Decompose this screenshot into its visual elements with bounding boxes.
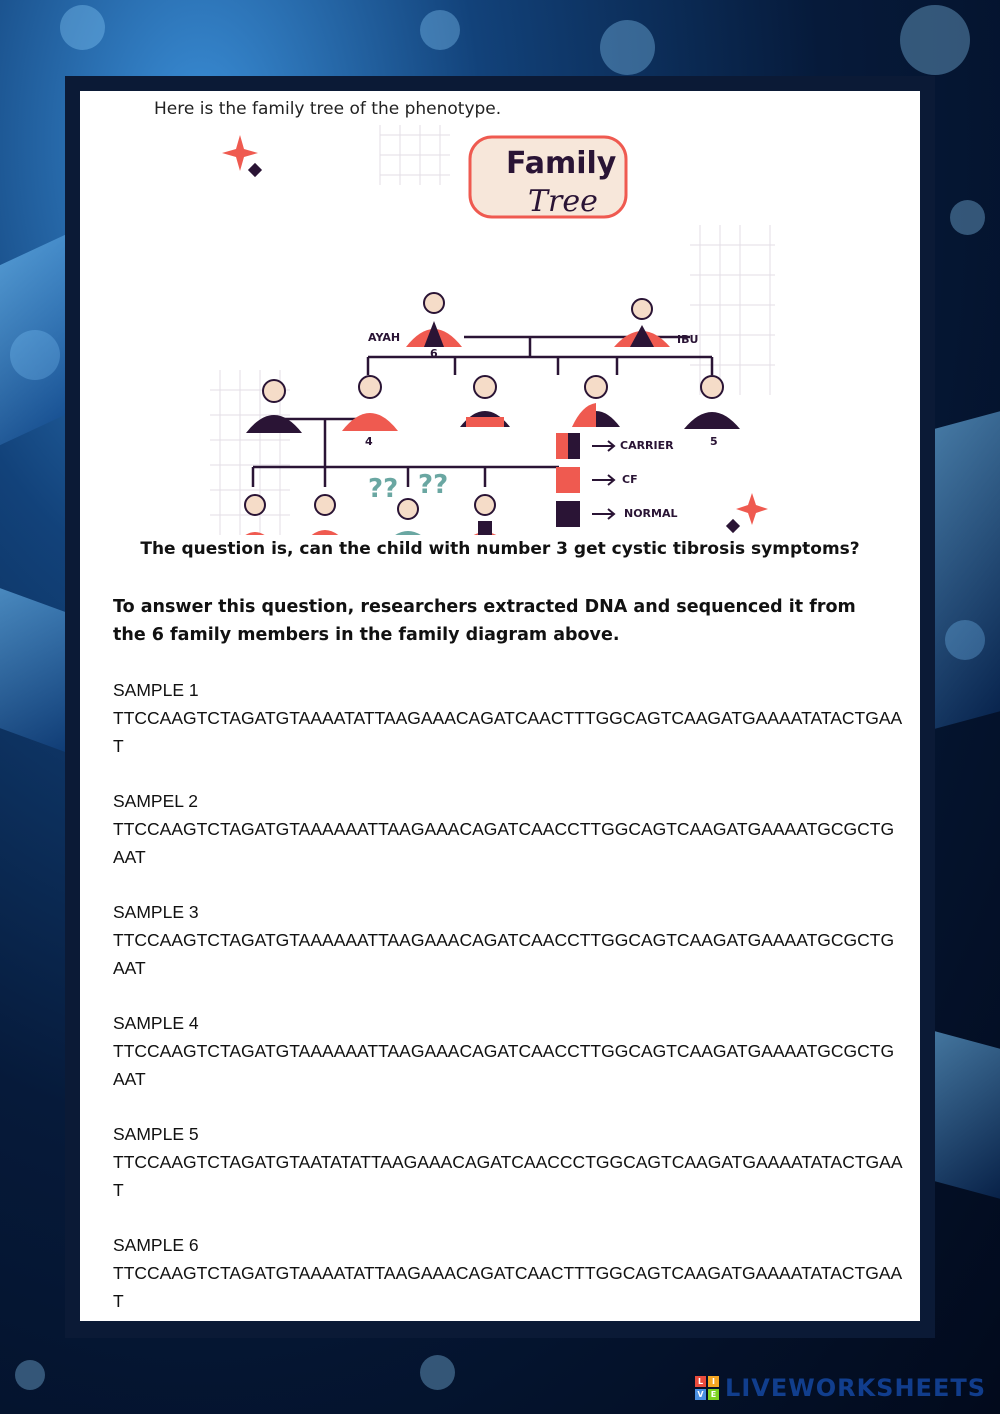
liveworksheets-logo[interactable] <box>695 1374 986 1402</box>
bokeh-light <box>15 1360 45 1390</box>
sparkle-icon <box>222 135 262 177</box>
family-tree-svg <box>210 125 790 535</box>
legend-normal <box>556 501 678 527</box>
sample-label: SAMPEL 2 <box>113 791 198 811</box>
bokeh-light <box>900 5 970 75</box>
sample-block <box>113 676 903 760</box>
family-tree-title-badge <box>470 137 626 219</box>
legend-carrier-label: CARRIER <box>620 439 674 452</box>
legend <box>556 433 678 527</box>
sample-label: SAMPLE 6 <box>113 1235 199 1255</box>
label-number-5: 5 <box>710 435 718 448</box>
bokeh-light <box>420 1355 455 1390</box>
sample-block <box>113 1120 903 1204</box>
crystal-shape <box>0 235 65 445</box>
sample-sequence: TTCCAAGTCTAGATGTAAAATATTAAGAAACAGATCAACTTTGGCAGTCAAGATGAAAATATACTGAAT <box>113 708 903 756</box>
sample-label: SAMPLE 3 <box>113 902 199 922</box>
bokeh-light <box>950 200 985 235</box>
person-father <box>406 293 462 347</box>
person-spouse-of-4 <box>246 380 302 433</box>
answer-intro-text: To answer this question, researchers extracted DNA and sequenced it from the 6 family members in the family diagram above. <box>113 597 856 645</box>
label-ibu: IBU <box>677 333 699 346</box>
crystal-shape <box>0 588 65 752</box>
title-tree: Tree <box>528 184 598 219</box>
sample-block <box>113 1231 903 1315</box>
sparkle-icon <box>726 493 768 533</box>
worksheet-page <box>80 91 920 1321</box>
sample-sequence: TTCCAAGTCTAGATGTAAAAAATTAAGAAACAGATCAACCTTGGCAGTCAAGATGAAAATGCGCTGAAT <box>113 930 895 978</box>
intro-text: Here is the family tree of the phenotype. <box>154 99 502 119</box>
bokeh-light <box>600 20 655 75</box>
label-number-4: 4 <box>365 435 373 448</box>
label-number-6: 6 <box>430 347 438 360</box>
crystal-shape <box>935 1031 1000 1198</box>
crystal-shape <box>935 411 1000 728</box>
legend-normal-label: NORMAL <box>624 507 678 520</box>
person-child-4 <box>458 495 512 535</box>
sample-sequence: TTCCAAGTCTAGATGTAAAAAATTAAGAAACAGATCAACCTTGGCAGTCAAGATGAAAATGCGCTGAAT <box>113 1041 895 1089</box>
sample-sequence: TTCCAAGTCTAGATGTAAAATATTAAGAAACAGATCAACTTTGGCAGTCAAGATGAAAATATACTGAAT <box>113 1263 903 1311</box>
person-5 <box>684 376 740 429</box>
sample-sequence: TTCCAAGTCTAGATGTAAAAAATTAAGAAACAGATCAACCTTGGCAGTCAAGATGAAAATGCGCTGAAT <box>113 819 895 867</box>
bokeh-light <box>420 10 460 50</box>
legend-cf <box>556 467 638 493</box>
question-mark-icon: ?? <box>418 470 449 500</box>
question-text: The question is, can the child with number 3 get cystic tibrosis symptoms? <box>140 539 860 559</box>
logo-text: LIVEWORKSHEETS <box>725 1374 986 1402</box>
person-4 <box>342 376 398 431</box>
person-sibling-4th <box>572 376 620 427</box>
title-family: Family <box>506 146 617 181</box>
label-ayah: AYAH <box>368 331 401 344</box>
person-sibling-middle <box>460 376 510 427</box>
person-mother <box>614 299 670 347</box>
sample-block <box>113 1009 903 1093</box>
logo-icon: L I V E <box>695 1376 719 1400</box>
family-tree-diagram <box>210 125 790 535</box>
sample-block <box>113 898 903 982</box>
bokeh-light <box>60 5 105 50</box>
sample-label: SAMPLE 5 <box>113 1124 199 1144</box>
sample-sequence: TTCCAAGTCTAGATGTAATATATTAAGAAACAGATCAACCCTGGCAGTCAAGATGAAAATATACTGAAT <box>113 1152 903 1200</box>
sample-block <box>113 787 903 871</box>
legend-carrier <box>556 433 674 459</box>
sample-label: SAMPLE 4 <box>113 1013 199 1033</box>
legend-cf-label: CF <box>622 473 638 486</box>
question-mark-icon: ?? <box>368 474 399 504</box>
sample-label: SAMPLE 1 <box>113 680 199 700</box>
person-child-2 <box>302 495 348 535</box>
